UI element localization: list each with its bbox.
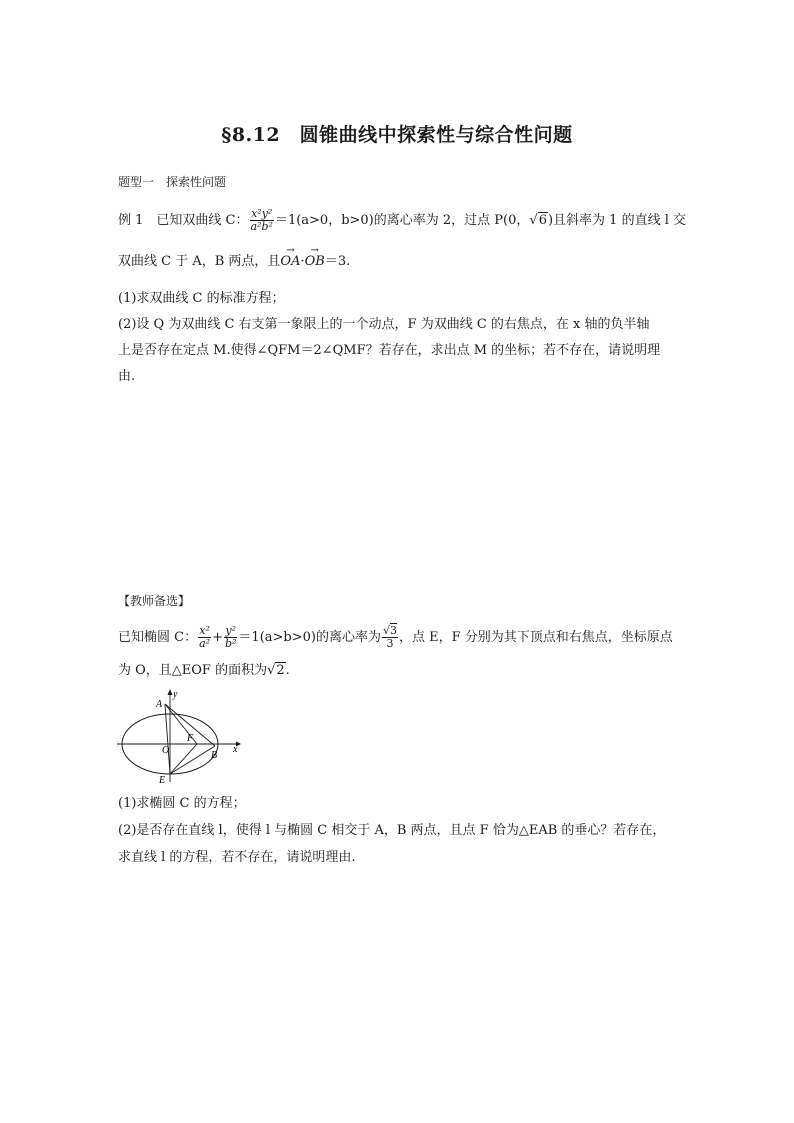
example1-q2-line3: 由. xyxy=(118,369,136,384)
vector-oa: → OA xyxy=(280,252,300,272)
line2-pre: 双曲线 C 于 A，B 两点，且 xyxy=(118,254,281,269)
ellipse-condition: ＝1(a>b>0)的离心率为 xyxy=(238,630,381,645)
fraction-numerator: x²y² xyxy=(251,207,273,220)
label-b: B xyxy=(211,750,218,761)
teacher-line1 xyxy=(118,625,673,650)
example1-line2 xyxy=(118,252,350,272)
segment-eb xyxy=(170,746,218,774)
line2-post: ＝3. xyxy=(324,254,351,269)
ellipse-intro: 已知椭圆 C： xyxy=(118,630,198,645)
section-heading: 题型一 探索性问题 xyxy=(118,175,227,189)
label-o: O xyxy=(162,745,170,756)
teacher-q2-line1: (2)是否存在直线 l，使得 l 与椭圆 C 相交于 A，B 两点，且点 F 恰为△EAB 的垂心？若存在， xyxy=(118,823,666,838)
example1-q2-line2: 上是否存在定点 M.使得∠QFM＝2∠QMF？若存在，求出点 M 的坐标；若不存在，请说明理 xyxy=(118,343,661,358)
teacher-q2-line2: 求直线 l 的方程，若不存在，请说明理由. xyxy=(118,850,356,865)
hyperbola-fraction xyxy=(250,208,274,233)
plus-sign: + xyxy=(212,630,223,645)
teacher-line2 xyxy=(118,661,290,681)
teacher-tag: 【教师备选】 xyxy=(118,594,191,608)
vector-ob: → OB xyxy=(305,252,325,272)
example1-q1: (1)求双曲线 C 的标准方程； xyxy=(118,291,285,306)
ellipse-fraction-x: $\frac{\text{x²}}{\text{a²}}$ xyxy=(199,624,211,650)
page-title: §8.12 圆锥曲线中探索性与综合性问题 xyxy=(221,124,573,146)
dot-operator: · xyxy=(300,254,305,269)
teacher-line2-pre: 为 O，且△EOF 的面积为 xyxy=(118,663,268,678)
label-y: y xyxy=(173,689,178,700)
teacher-q1: (1)求椭圆 C 的方程； xyxy=(118,796,246,811)
example-label: 例 1 xyxy=(118,213,144,228)
sqrt-2: √2 xyxy=(267,663,285,678)
label-x: x xyxy=(233,744,238,755)
label-e: E xyxy=(159,775,166,786)
fraction-denominator: a²b² xyxy=(250,220,273,233)
y-axis-arrow xyxy=(168,689,173,695)
example1-q2-line1: (2)设 Q 为双曲线 C 右支第一象限上的一个动点，F 为双曲线 C 的右焦点，在 x 轴的负半轴 xyxy=(118,317,650,332)
ellipse-tail: ，点 E，F 分别为其下顶点和右焦点，坐标原点 xyxy=(398,630,673,645)
hyperbola-tail: )且斜率为 1 的直线 l 交 xyxy=(547,213,686,228)
ellipse-diagram xyxy=(115,686,250,786)
segment-ef xyxy=(170,744,197,774)
teacher-line2-post: . xyxy=(285,663,290,678)
example1-line1 xyxy=(118,208,686,233)
label-f: F xyxy=(187,733,194,744)
hyperbola-condition: ＝1(a>0，b>0)的离心率为 2，过点 P(0， xyxy=(274,213,530,228)
hyperbola-intro: 已知双曲线 C： xyxy=(156,213,249,228)
sqrt-6: √6 xyxy=(529,213,547,228)
label-a: A xyxy=(156,699,163,710)
eccentricity-fraction: $\frac{√3}{3}$ xyxy=(382,624,397,650)
ellipse-fraction-y: $\frac{\text{y²}}{\text{b²}}$ xyxy=(224,624,237,650)
